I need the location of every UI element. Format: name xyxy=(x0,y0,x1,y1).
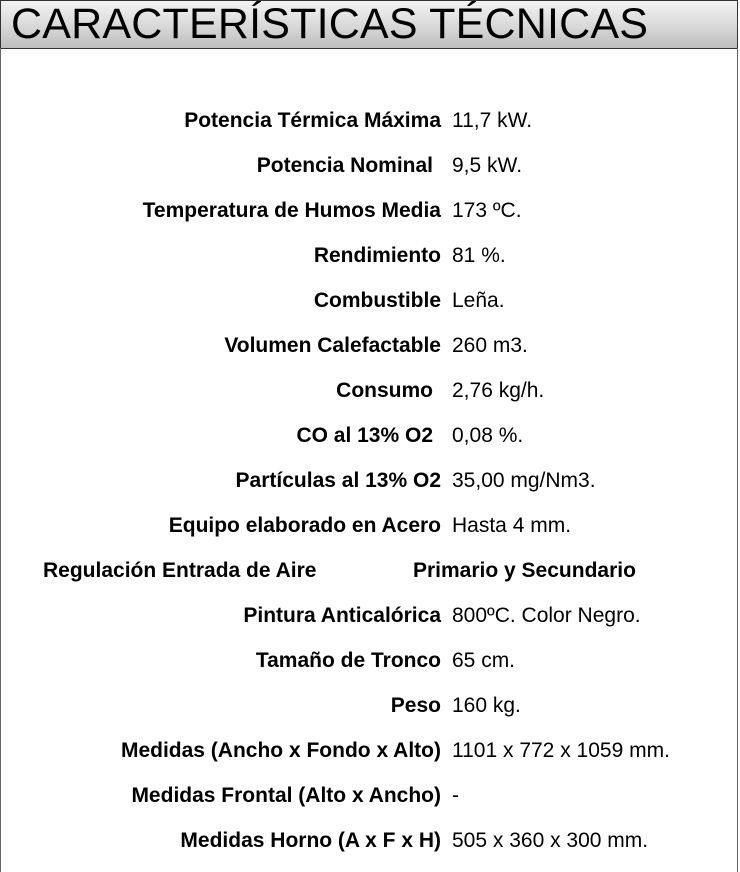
spec-value: 260 m3. xyxy=(452,334,528,357)
spec-row xyxy=(1,781,740,811)
spec-label: Medidas Frontal (Alto x Ancho) xyxy=(131,784,441,807)
spec-row xyxy=(1,556,740,586)
spec-label: Consumo xyxy=(336,379,433,402)
page-title: CARACTERÍSTICAS TÉCNICAS xyxy=(11,0,649,48)
spec-value: 35,00 mg/Nm3. xyxy=(452,469,596,492)
spec-row xyxy=(1,106,740,136)
spec-value: Leña. xyxy=(452,289,505,312)
spec-label: Partículas al 13% O2 xyxy=(235,469,441,492)
spec-value: Hasta 4 mm. xyxy=(452,514,572,537)
spec-label: Rendimiento xyxy=(313,244,441,267)
spec-value: 1101 x 772 x 1059 mm. xyxy=(452,739,670,762)
spec-label: Potencia Térmica Máxima xyxy=(184,109,441,132)
spec-row xyxy=(1,376,740,406)
specs-panel xyxy=(0,48,738,872)
spec-label: Medidas (Ancho x Fondo x Alto) xyxy=(120,739,441,762)
spec-label: Equipo elaborado en Acero xyxy=(168,514,441,537)
spec-label: Peso xyxy=(390,694,441,717)
spec-row xyxy=(1,196,740,226)
spec-label: Potencia Nominal xyxy=(256,154,433,177)
spec-row xyxy=(1,286,740,316)
spec-row xyxy=(1,466,740,496)
spec-value: 11,7 kW. xyxy=(452,109,533,132)
spec-label: Pintura Anticalórica xyxy=(243,604,441,627)
spec-value: 81 %. xyxy=(452,244,506,267)
spec-row xyxy=(1,691,740,721)
spec-row xyxy=(1,601,740,631)
spec-label: Medidas Horno (A x F x H) xyxy=(180,829,441,852)
title-banner xyxy=(0,0,738,49)
spec-label: Temperatura de Humos Media xyxy=(142,199,441,222)
spec-value: Primario y Secundario xyxy=(413,559,636,582)
spec-value: 65 cm. xyxy=(452,649,516,672)
spec-value: 173 ºC. xyxy=(452,199,522,222)
spec-value: 160 kg. xyxy=(452,694,521,717)
spec-label: Combustible xyxy=(313,289,441,312)
spec-row xyxy=(1,331,740,361)
spec-row xyxy=(1,646,740,676)
spec-row xyxy=(1,241,740,271)
spec-row xyxy=(1,511,740,541)
spec-value: 9,5 kW. xyxy=(452,154,523,177)
spec-row xyxy=(1,736,740,766)
spec-label: CO al 13% O2 xyxy=(296,424,433,447)
spec-row xyxy=(1,421,740,451)
spec-value: 2,76 kg/h. xyxy=(452,379,545,402)
spec-label: Tamaño de Tronco xyxy=(255,649,441,672)
spec-value: - xyxy=(452,784,459,807)
spec-value: 505 x 360 x 300 mm. xyxy=(452,829,649,852)
spec-value: 0,08 %. xyxy=(452,424,524,447)
spec-label: Regulación Entrada de Aire xyxy=(43,559,317,582)
spec-value: 800ºC. Color Negro. xyxy=(452,604,641,627)
spec-row xyxy=(1,151,740,181)
spec-row xyxy=(1,826,740,856)
spec-label: Volumen Calefactable xyxy=(224,334,441,357)
